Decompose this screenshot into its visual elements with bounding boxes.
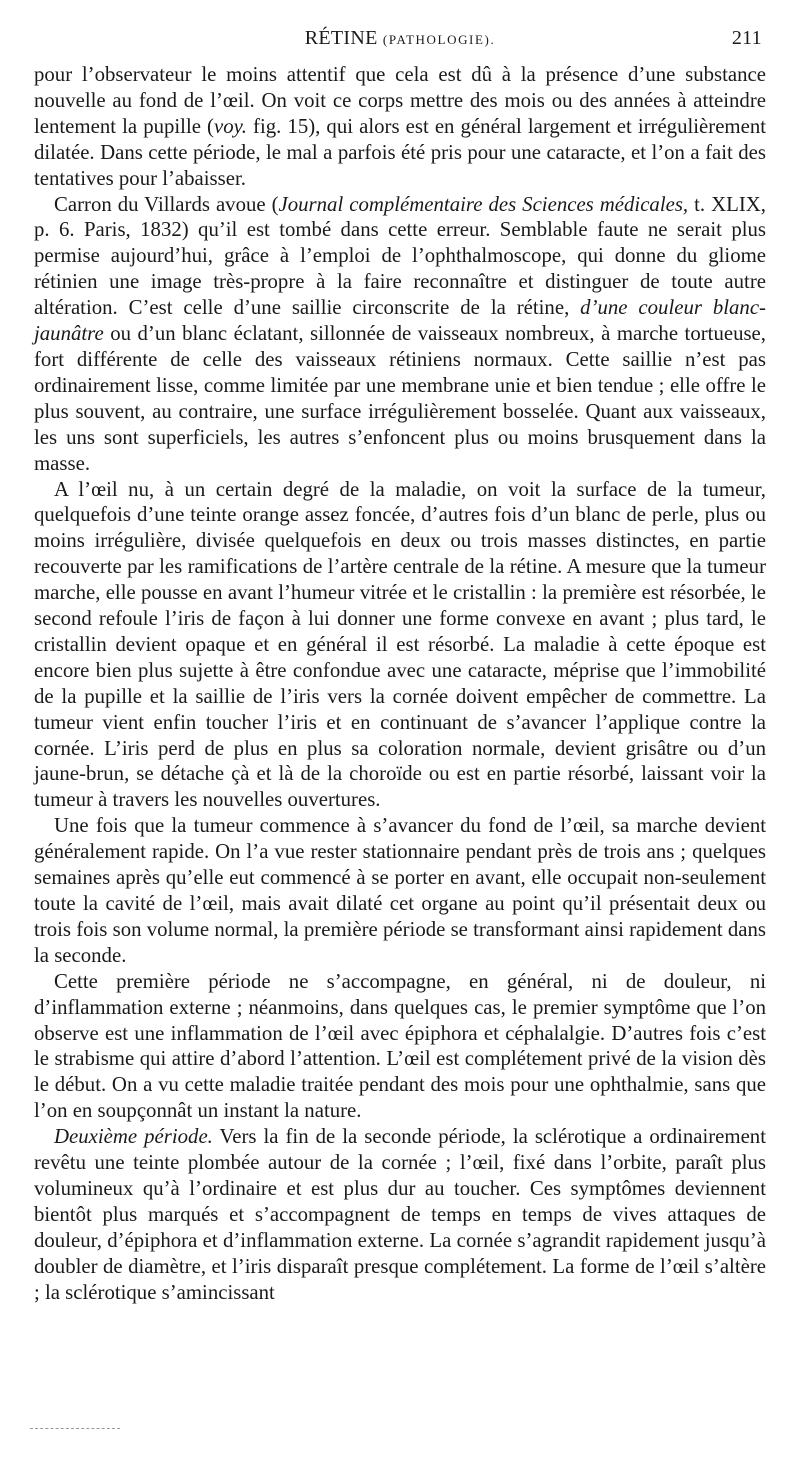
text-run: Une fois que la tumeur commence à s’avancer du fond de l’œil, sa marche devient généralement rapide. On l’a vue rester stationnaire pendant près de trois ans ; quelques semaines après qu’elle eut commencé à se porter en avant, elle occupait non-seulement toute la cavité de l’œil, mais avait dilaté cet organe au point qu’il présentait deux ou trois fois son volume normal, la première période se transformant ainsi rapidement dans la seconde. [34,814,766,967]
text-run: Carron du Villards avoue ( [54,192,279,216]
body-text [34,62,766,1306]
text-run: A l’œil nu, à un certain degré de la maladie, on voit la surface de la tumeur, quelquefois d’une teinte orange assez foncée, d’autres fois d’un blanc de perle, plus ou moins irrégulière, divisée quelquefois en deux ou trois masses distinctes, en partie recouverte par les ramifications de l’artère centrale de la rétine. A mesure que la tumeur marche, elle pousse en avant l’humeur vitrée et le cristallin : la première est résorbée, le second refoule l’iris de façon à lui donner une forme convexe en avant ; plus tard, le cristallin devient opaque et en général il est résorbé. La maladie à cette époque est encore bien plus sujette à être confondue avec une cataracte, méprise que l’immobilité de la pupille et la saillie de l’iris vers la cornée doivent empêcher de commettre. La tumeur vient enfin toucher l’iris et en continuant de s’avancer l’applique contre la cornée. L’iris perd de plus en plus sa coloration normale, devient grisâtre ou d’un jaune-brun, se détache çà et là de la choroïde ou est en partie résorbé, laissant voir la tumeur à travers les nouvelles ouvertures. [34,477,766,812]
running-head [34,27,766,55]
paragraph [34,62,766,192]
italic-text: d’une couleur blanc-jaunâtre [34,296,766,346]
text-run: t. XLIX, p. 6. Paris, 1832) qu’il est tombé dans cette erreur. Semblable faute ne serait plus permise aujourd’hui, grâce à l’emploi de l’ophthalmoscope, qui donne du gliome rétinien une image très-propre à la faire reconnaître et distinguer de toute autre altération. C’est celle d’une saillie circonscrite de la rétine, [34,192,766,320]
footer-rule [30,1428,120,1429]
text-run: Vers la fin de la seconde période, la sclérotique a ordinairement revêtu une teinte plombée autour de la cornée ; l’œil, fixé dans l’orbite, paraît plus volumineux qu’à l’ordinaire et est plus dur au toucher. Ces symptômes deviennent bientôt plus marqués et s’accompagnent de temps en temps de vives attaques de douleur, d’épiphora et d’inflammation externe. La cornée s’agrandit rapidement jusqu’à doubler de diamètre, et l’iris disparaît presque complétement. La forme de l’œil s’altère ; la sclérotique s’amincissant [34,1125,766,1304]
paragraph [34,477,766,814]
text-run: pour l’observateur le moins attentif que cela est dû à la présence d’une substance nouvelle au fond de l’œil. On voit ce corps mettre des mois ou des années à atteindre lentement la pupille ( [34,63,766,138]
paragraph [34,969,766,1124]
running-title-sub: (PATHOLOGIE). [382,32,496,47]
paragraph [34,813,766,968]
running-title-main: RÉTINE [304,27,378,49]
text-run: Cette première période ne s’accompagne, en général, ni de douleur, ni d’inflammation externe ; néanmoins, dans quelques cas, le premier symptôme que l’on observe est une inflammation de l’œil avec épiphora et céphalalgie. D’autres fois c’est le strabisme qui attire d’abord l’attention. L’œil est complétement privé de la vision dès le début. On a vu cette maladie traitée pendant des mois pour une ophthalmie, sans que l’on en soupçonnât un instant la nature. [34,969,766,1123]
page-number: 211 [731,27,762,49]
italic-text: voy. [214,114,247,138]
paragraph [34,192,766,477]
text-run: fig. 15), qui alors est en général largement et irrégulièrement dilatée. Dans cette période, le mal a parfois été pris pour une cataracte, et l’on a fait des tentatives pour l’abaisser. [34,114,767,190]
running-title [34,27,766,50]
text-run: ou d’un blanc éclatant, sillonnée de vaisseaux nombreux, à marche tortueuse, fort différente de celle des vaisseaux rétiniens normaux. Cette saillie n’est pas ordinairement lisse, comme limitée par une membrane unie et bien tendue ; elle offre le plus souvent, au contraire, une surface irrégulièrement bosselée. Quant aux vaisseaux, les uns sont superficiels, les autres s’enfoncent plus ou moins brusquement dans la masse. [34,322,766,475]
italic-text: Journal complémentaire des Sciences médicales, [278,192,689,216]
italic-text: Deuxième période. [54,1125,213,1149]
paragraph [34,1124,766,1305]
